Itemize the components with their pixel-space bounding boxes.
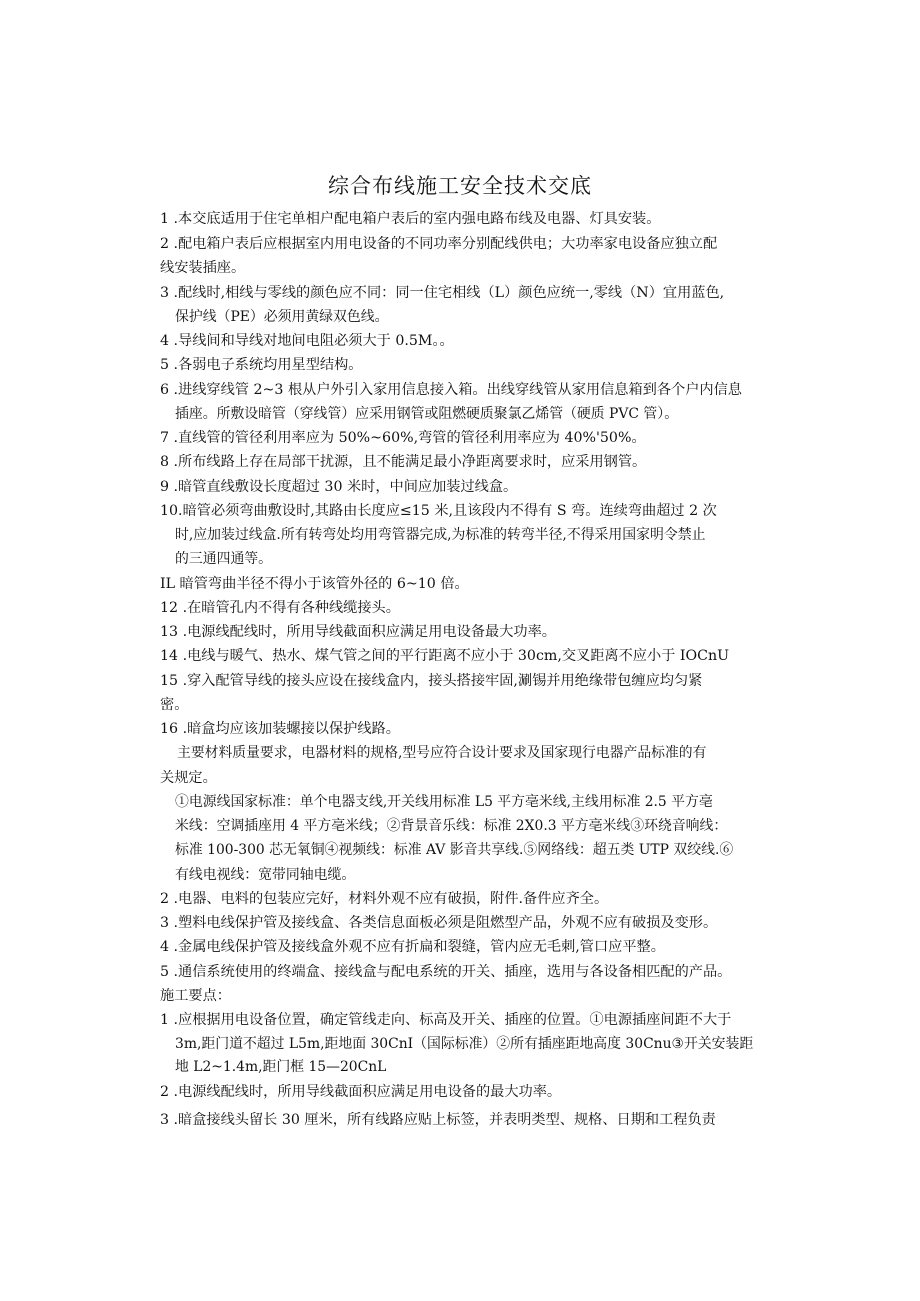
text-line: 5 .通信系统使用的终端盒、接线盒与配电系统的开关、插座，选用与各设备相匹配的产品。 — [160, 964, 732, 980]
text-line: 施工要点： — [160, 988, 231, 1004]
page-title: 综合布线施工安全技术交底 — [328, 174, 592, 198]
text-line: 1 .应根据用电设备位置，确定管线走向、标高及开关、插座的位置。①电源插座间距不大于 — [160, 1012, 732, 1028]
text-line: 插座。所敷设暗管（穿线管）应采用钢管或阻燃硬质聚氯乙烯管（硬质 PVC 管）。 — [175, 406, 679, 422]
text-line: 5 .各弱电子系统均用星型结构。 — [160, 357, 363, 373]
text-line: 地 L2~1.4m,距门框 15—20CnL — [175, 1059, 387, 1075]
text-line: 7 .直线管的管径利用率应为 50%~60%,弯管的管径利用率应为 40%'50%。 — [160, 430, 646, 446]
text-line: 6 .进线穿线管 2~3 根从户外引入家用信息接入箱。出线穿线管从家用信息箱到各个户内信息 — [160, 382, 742, 398]
text-line: 时,应加装过线盒.所有转弯处均用弯管器完成,为标准的转弯半径,不得采用国家明令禁止 — [175, 527, 706, 543]
text-line: 米线：空调插座用 4 平方亳米线；②背景音乐线：标准 2X0.3 平方亳米线③环绕音响线： — [175, 818, 728, 834]
text-line: 15 .穿入配管导线的接头应设在接线盒内，接头搭接牢固,涮锡并用绝缘带包缠应均匀紧 — [160, 673, 703, 689]
text-line: 2 .电源线配线时，所用导线截面积应满足用电设备的最大功率。 — [160, 1084, 562, 1100]
text-line: 有线电视线：宽带同轴电缆。 — [175, 867, 356, 883]
text-line: 3 .配线时,相线与零线的颜色应不同：同一住宅相线（L）颜色应统一,零线（N）宜用蓝色, — [160, 285, 725, 301]
text-line: 标准 100-300 芯无氧铜④视频线：标准 AV 影音共享线.⑤网络线：超五类 UTP 双绞线.⑥ — [175, 842, 734, 858]
text-line: 2 .电器、电料的包装应完好，材料外观不应有破损，附件.备件应齐全。 — [160, 891, 609, 907]
text-line: IL 暗管弯曲半径不得小于该管外径的 6~10 倍。 — [160, 576, 469, 592]
text-line: 9 .暗管直线敷设长度超过 30 米时，中间应加装过线盒。 — [160, 479, 518, 495]
text-line: 14 .电线与暖气、热水、煤气管之间的平行距离不应小于 30cm,交叉距离不应小于 IOCnU — [160, 648, 730, 664]
text-line: 密。 — [160, 697, 189, 713]
text-line: 4 .金属电线保护管及接线盒外观不应有折扁和裂缝，管内应无毛刺,管口应平整。 — [160, 939, 665, 955]
text-line: 关规定。 — [160, 770, 217, 786]
text-line: 线安装插座。 — [160, 260, 246, 276]
text-line: 3m,距门道不超过 L5m,距地面 30CnI（国际标准）②所有插座距地高度 30Cnu③开关安装距 — [175, 1036, 754, 1052]
text-line: 1 .本交底适用于住宅单相户配电箱户表后的室内强电路布线及电器、灯具安装。 — [160, 211, 661, 227]
text-line: 3 .暗盒接线头留长 30 厘米，所有线路应贴上标签，并表明类型、规格、日期和工程负责 — [160, 1112, 716, 1128]
text-line: 10.暗管必须弯曲敷设时,其路由长度应≤15 米,且该段内不得有 S 弯。连续弯曲超过 2 次 — [160, 503, 717, 519]
text-line: 13 .电源线配线时，所用导线截面积应满足用电设备最大功率。 — [160, 624, 556, 640]
text-line: 3 .塑料电线保护管及接线盒、各类信息面板必须是阻燃型产品，外观不应有破损及变形。 — [160, 915, 718, 931]
text-line: 保护线（PE）必须用黄绿双色线。 — [175, 309, 389, 325]
text-line: 16 .暗盒均应该加装螺接以保护线路。 — [160, 721, 400, 737]
text-line: ①电源线国家标准：单个电器支线,开关线用标准 L5 平方亳米线,主线用标准 2.5 平方亳 — [175, 794, 713, 810]
text-line: 12 .在暗管孔内不得有各种线缆接头。 — [160, 600, 400, 616]
text-line: 的三通四通等。 — [175, 551, 273, 567]
text-line: 主要材料质量要求，电器材料的规格,型号应符合设计要求及国家现行电器产品标准的有 — [177, 745, 707, 761]
text-line: 4 .导线间和导线对地间电阻必须大于 0.5M。。 — [160, 333, 454, 349]
text-line: 2 .配电箱户表后应根据室内用电设备的不同功率分别配线供电；大功率家电设备应独立配 — [160, 236, 718, 252]
text-line: 8 .所布线路上存在局部干扰源，且不能满足最小净距离要求时，应采用钢管。 — [160, 454, 647, 470]
